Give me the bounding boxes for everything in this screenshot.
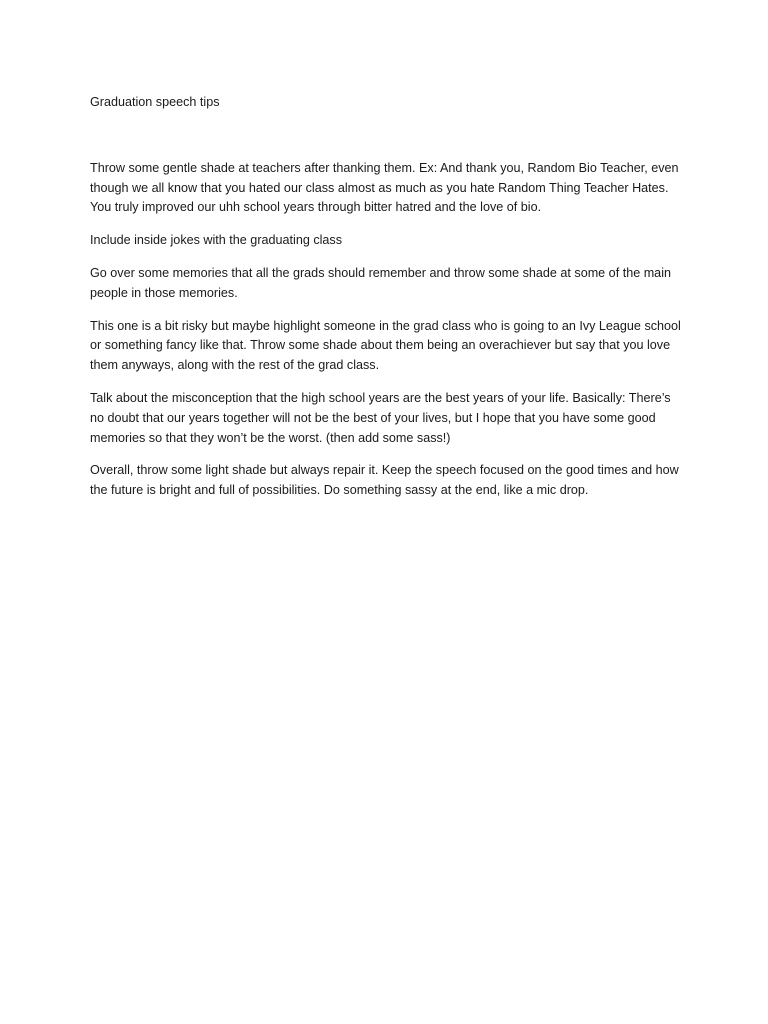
paragraph-ivy-league: This one is a bit risky but maybe highlight someone in the grad class who is going to an Ivy League school or something fancy like that. Throw some shade about them being an overachiever but say that you love them anyways, along with the rest of the grad class. <box>90 318 681 373</box>
paragraph-overall: Overall, throw some light shade but always repair it. Keep the speech focused on the good times and how the future is bright and full of possibilities. Do something sassy at the end, like a mic drop. <box>90 463 679 498</box>
document-title: Graduation speech tips <box>90 95 220 109</box>
paragraph-teacher-shade: Throw some gentle shade at teachers after thanking them. Ex: And thank you, Random Bio Teacher, even though we all know that you hated our class almost as much as you hate Random Thing Teacher Hates. You truly improved our uhh school years through bitter hatred and the love of bio. <box>90 160 679 215</box>
paragraph-memories: Go over some memories that all the grads should remember and throw some shade at some of the main people in those memories. <box>90 265 671 300</box>
paragraph-inside-jokes: Include inside jokes with the graduating class <box>90 233 343 248</box>
paragraph-misconception: Talk about the misconception that the high school years are the best years of your life. Basically: There’s no doubt that our years together will not be the best of your lives, but I hope that you have some good memories so that they won’t be the worst. (then add some sass!) <box>90 390 671 445</box>
document-body <box>90 93 682 514</box>
